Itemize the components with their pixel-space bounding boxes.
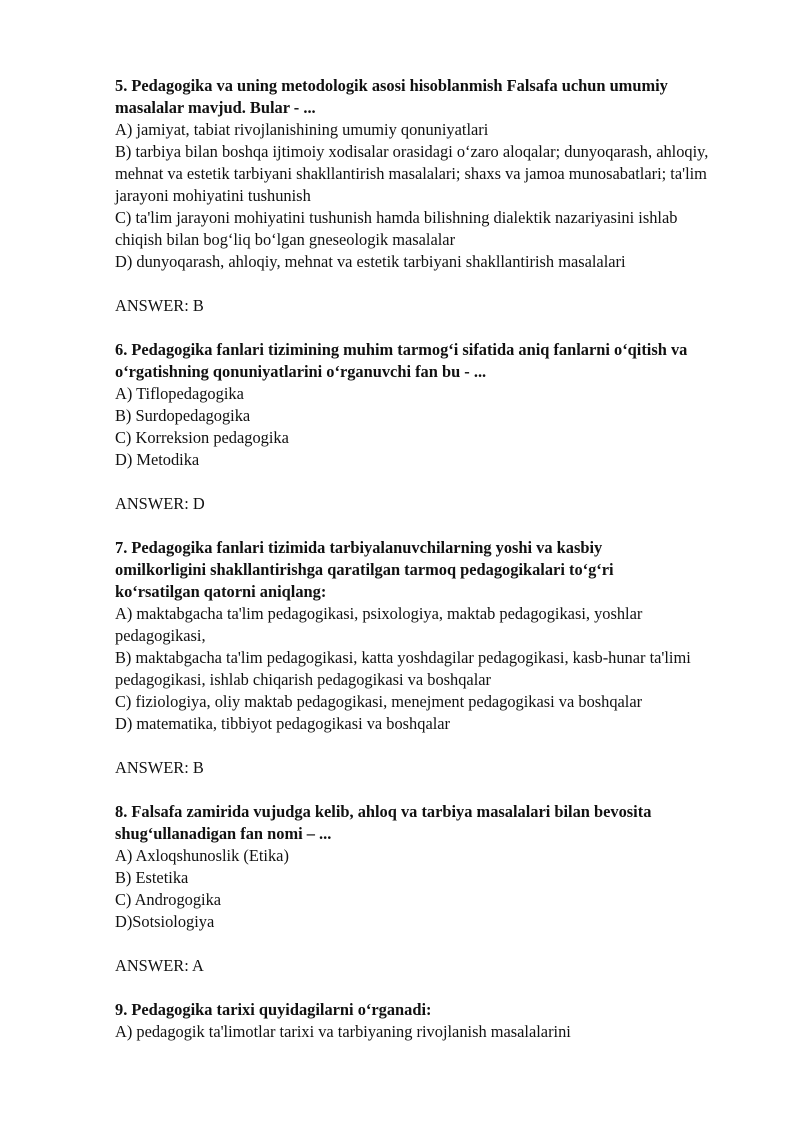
answer-line: ANSWER: B	[115, 296, 204, 315]
option-a: A) maktabgacha ta'lim pedagogikasi, psixologiya, maktab pedagogikasi, yoshlar pedagogikasi,	[115, 604, 643, 645]
answer-line: ANSWER: D	[115, 494, 205, 513]
option-a: A) Axloqshunoslik (Etika)	[115, 846, 289, 865]
question-8	[115, 801, 755, 977]
question-9	[115, 999, 755, 1043]
option-d: D) Metodika	[115, 450, 200, 469]
option-b: B) Estetika	[115, 868, 189, 887]
option-c: C) Korreksion pedagogika	[115, 428, 289, 447]
option-c: C) Androgogika	[115, 890, 222, 909]
question-title: 5. Pedagogika va uning metodologik asosi hisoblanmish Falsafa uchun umumiy masalalar mavjud. Bular - ...	[115, 76, 668, 117]
question-7	[115, 537, 755, 779]
question-title: 8. Falsafa zamirida vujudga kelib, ahloq va tarbiya masalalari bilan bevosita shug‘ullanadigan fan nomi – ...	[115, 802, 652, 843]
question-6	[115, 339, 755, 515]
option-a: A) pedagogik ta'limotlar tarixi va tarbiyaning rivojlanish masalalarini	[115, 1022, 571, 1041]
option-b: B) maktabgacha ta'lim pedagogikasi, katta yoshdagilar pedagogikasi, kasb-hunar ta'limi pedagogikasi, ishlab chiqarish pedagogikasi va boshqalar	[115, 648, 691, 689]
question-5	[115, 75, 755, 317]
document-page	[115, 75, 755, 1043]
option-c: C) ta'lim jarayoni mohiyatini tushunish hamda bilishning dialektik nazariyasini ishlab chiqish bilan bog‘liq bo‘lgan gneseologik masalalar	[115, 208, 678, 249]
option-c: C) fiziologiya, oliy maktab pedagogikasi, menejment pedagogikasi va boshqalar	[115, 692, 643, 711]
answer-line: ANSWER: B	[115, 758, 204, 777]
option-a: A) jamiyat, tabiat rivojlanishining umumiy qonuniyatlari	[115, 120, 489, 139]
option-d: D)Sotsiologiya	[115, 912, 215, 931]
option-d: D) matematika, tibbiyot pedagogikasi va boshqalar	[115, 714, 451, 733]
option-a: A) Tiflopedagogika	[115, 384, 244, 403]
option-b: B) Surdopedagogika	[115, 406, 251, 425]
answer-line: ANSWER: A	[115, 956, 204, 975]
question-title: 7. Pedagogika fanlari tizimida tarbiyalanuvchilarning yoshi va kasbiy omilkorligini shakllantirishga qaratilgan tarmoq pedagogikalari to‘g‘ri ko‘rsatilgan qatorni aniqlang:	[115, 538, 614, 601]
question-title: 6. Pedagogika fanlari tizimining muhim tarmog‘i sifatida aniq fanlarni o‘qitish va o‘rgatishning qonuniyatlarini o‘rganuvchi fan bu - ...	[115, 340, 688, 381]
option-b: B) tarbiya bilan boshqa ijtimoiy xodisalar orasidagi o‘zaro aloqalar; dunyoqarash, ahloqiy, mehnat va estetik tarbiyani shakllantirish masalalari; shaxs va jamoa munosabatlari; ta'lim jarayoni mohiyatini tushunish	[115, 142, 709, 205]
option-d: D) dunyoqarash, ahloqiy, mehnat va estetik tarbiyani shakllantirish masalalari	[115, 252, 626, 271]
question-title: 9. Pedagogika tarixi quyidagilarni o‘rganadi:	[115, 1000, 432, 1019]
